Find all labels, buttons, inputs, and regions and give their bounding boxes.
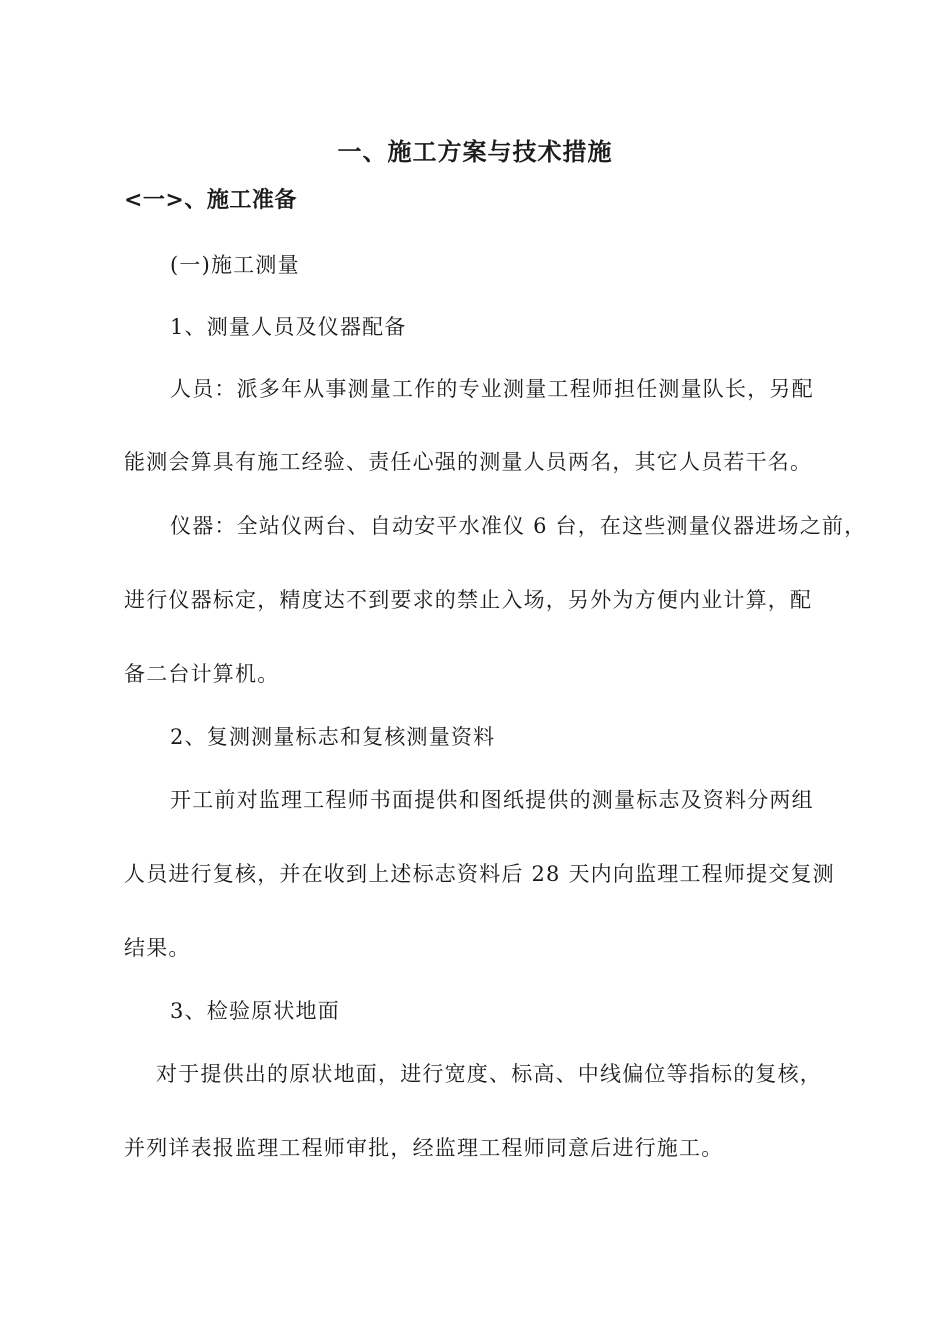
paragraph-line: 备二台计算机。 [124, 662, 280, 686]
subsection-heading: (一)施工测量 [170, 253, 300, 277]
paragraph-line: 对于提供出的原状地面，进行宽度、标高、中线偏位等指标的复核， [156, 1062, 822, 1086]
paragraph-line: 进行仪器标定，精度达不到要求的禁止入场，另外为方便内业计算，配 [124, 588, 813, 612]
paragraph-line: 人员：派多年从事测量工作的专业测量工程师担任测量队长，另配 [170, 377, 814, 401]
paragraph-line: 仪器：全站仪两台、自动安平水准仪 6 台，在这些测量仪器进场之前， [170, 514, 867, 538]
item-heading-3: 3、检验原状地面 [170, 999, 340, 1023]
paragraph-line: 人员进行复核，并在收到上述标志资料后 28 天内向监理工程师提交复测 [124, 862, 835, 886]
document-title: 一、施工方案与技术措施 [337, 137, 613, 166]
paragraph-line: 能测会算具有施工经验、责任心强的测量人员两名，其它人员若干名。 [124, 450, 813, 474]
paragraph-line: 结果。 [124, 936, 191, 960]
paragraph-line: 开工前对监理工程师书面提供和图纸提供的测量标志及资料分两组 [170, 788, 814, 812]
paragraph-line: 并列详表报监理工程师审批，经监理工程师同意后进行施工。 [124, 1136, 724, 1160]
item-heading-1: 1、测量人员及仪器配备 [170, 315, 407, 339]
section-heading: <一>、施工准备 [124, 187, 297, 213]
item-heading-2: 2、复测测量标志和复核测量资料 [170, 725, 496, 749]
